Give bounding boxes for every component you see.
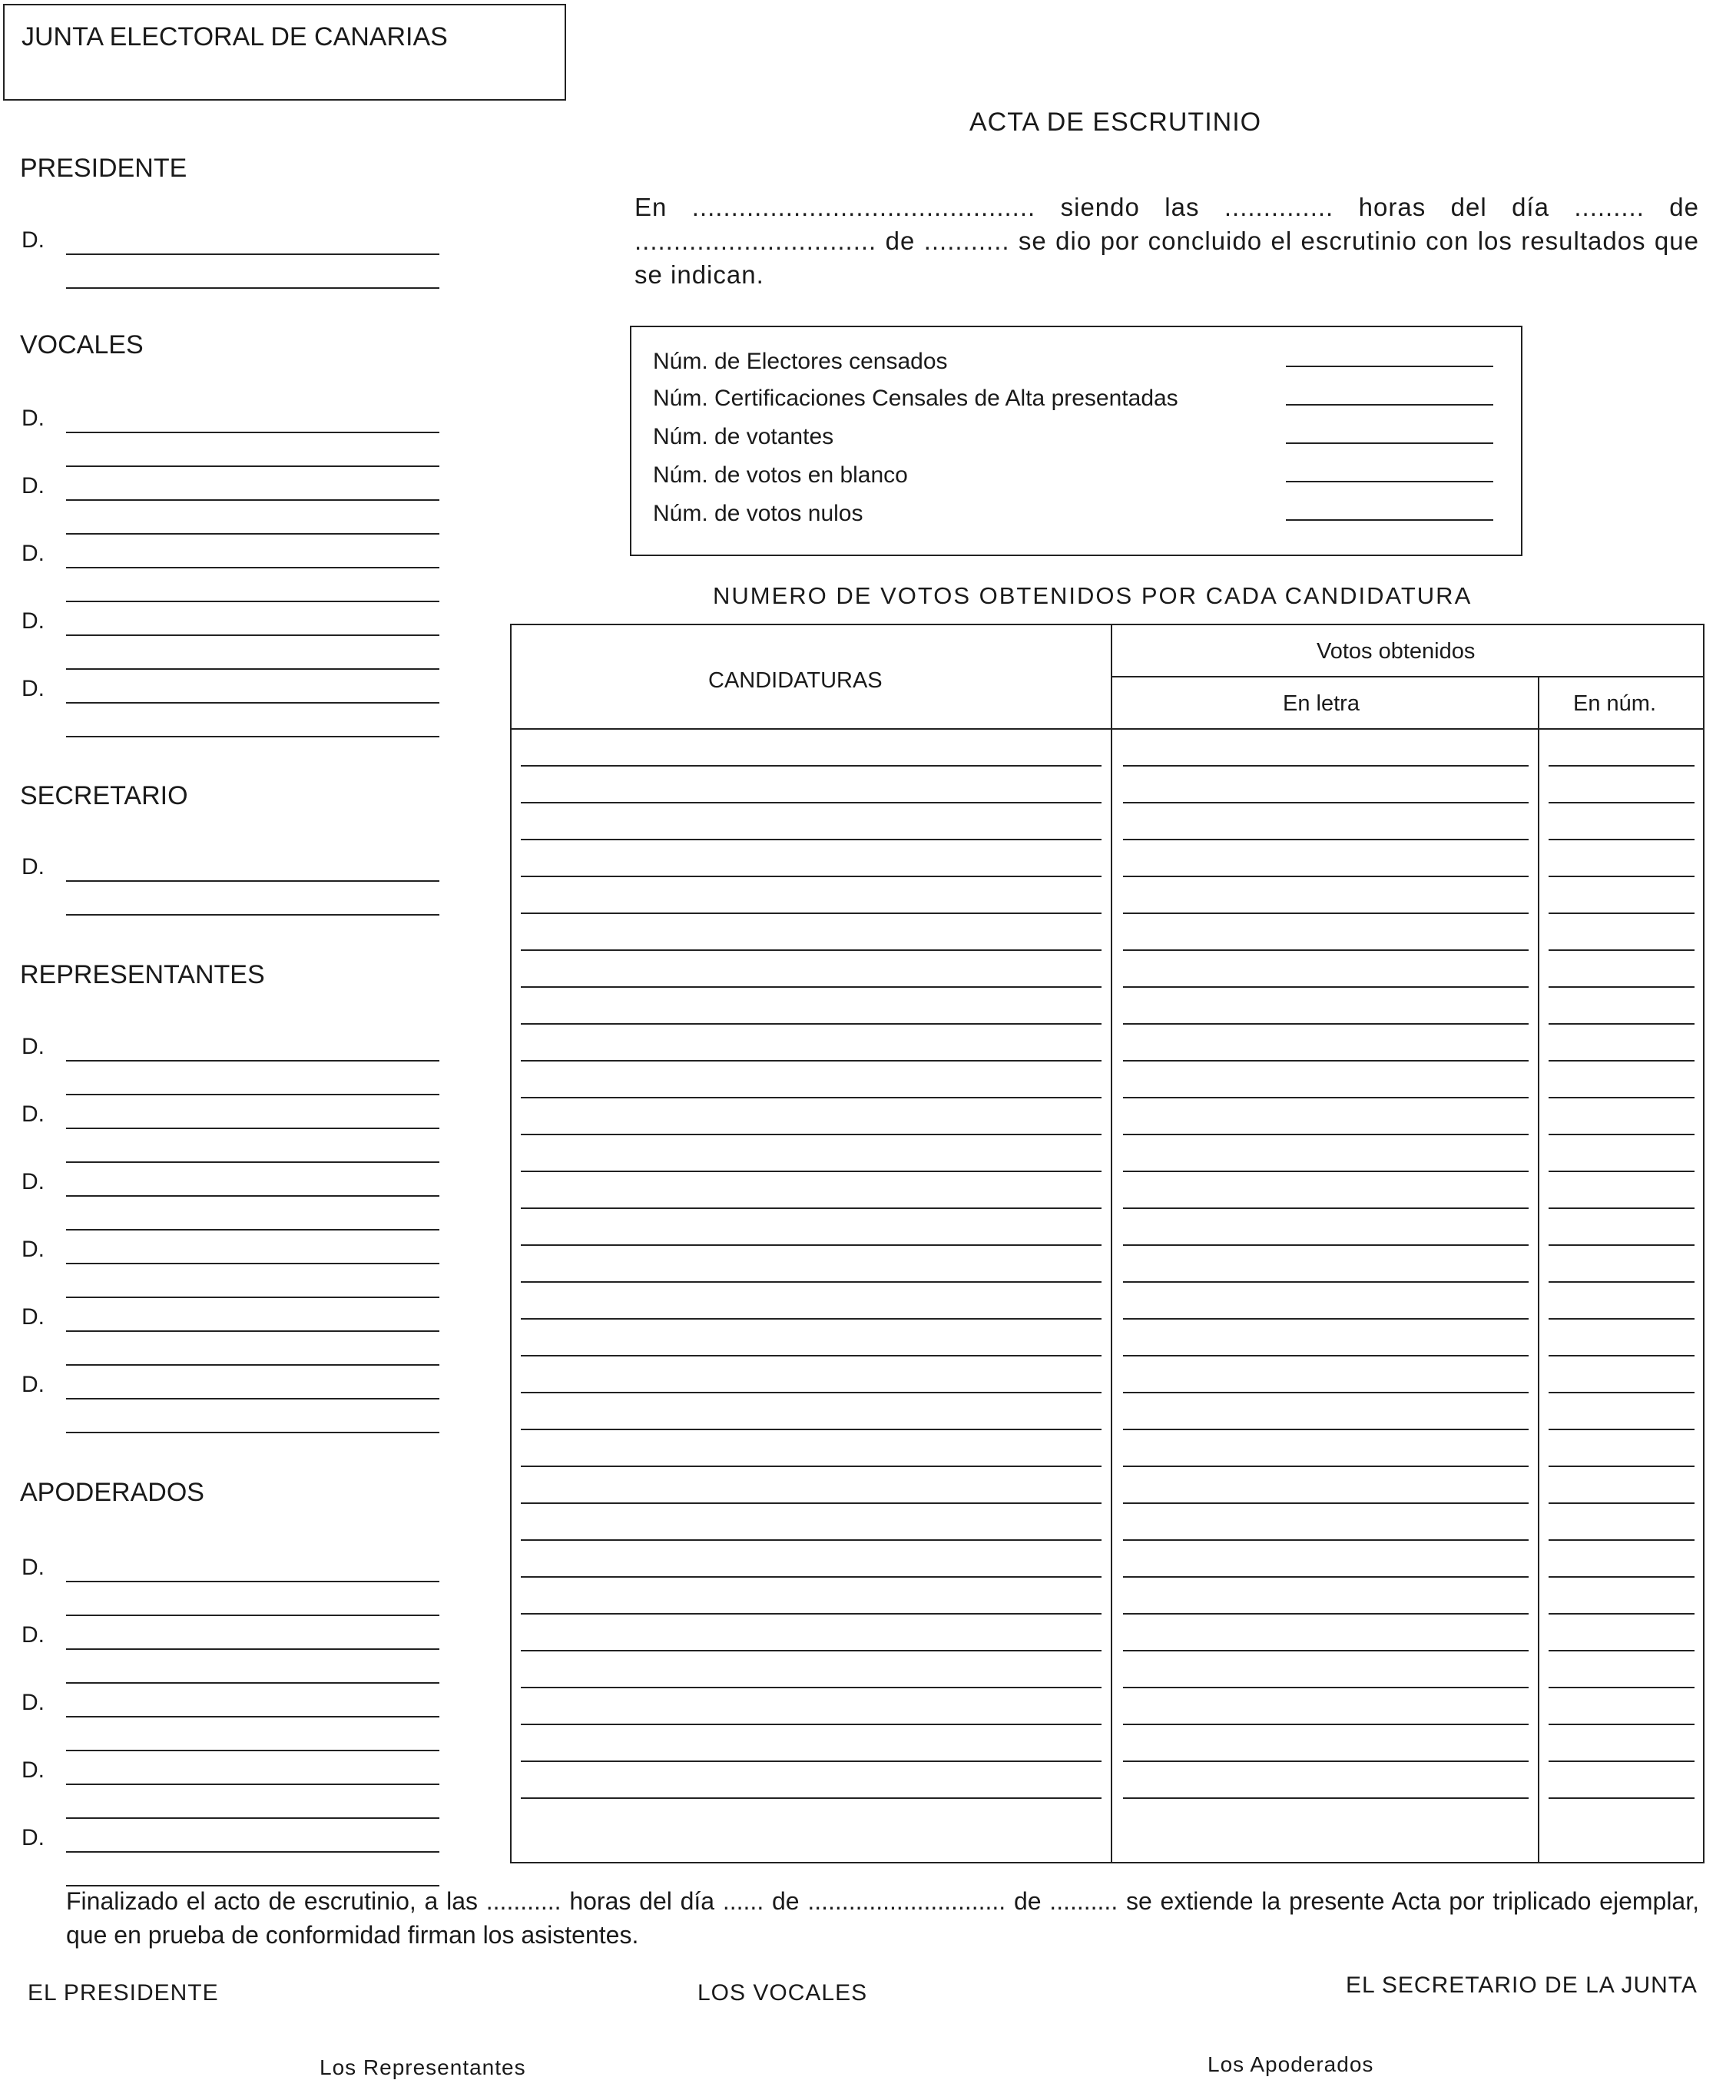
name-line[interactable] [66,1263,439,1264]
row-line-en-letra[interactable] [1123,1355,1529,1356]
row-line-candidatura[interactable] [521,876,1102,877]
row-line-en-letra[interactable] [1123,986,1529,988]
row-line-candidatura[interactable] [521,1613,1102,1615]
row-line-en-num[interactable] [1549,1797,1695,1799]
d-prefix-label: D. [22,406,45,431]
d-prefix-label: D. [22,473,45,499]
row-line-en-letra[interactable] [1123,765,1529,767]
row-line-en-num[interactable] [1549,1281,1695,1283]
row-line-en-letra[interactable] [1123,1539,1529,1541]
candidaturas-table [510,624,1705,1863]
name-line[interactable] [66,1330,439,1332]
column-divider-1 [1111,625,1112,1862]
name-line-second[interactable] [66,1229,439,1231]
section-vocales: VOCALES [20,330,144,359]
name-line-second[interactable] [66,668,439,670]
name-line-second[interactable] [66,287,439,289]
row-line-en-letra[interactable] [1123,1171,1529,1172]
header-split-line [1111,676,1703,677]
name-line[interactable] [66,702,439,704]
row-line-candidatura[interactable] [521,1797,1102,1799]
d-prefix-label: D. [22,1622,45,1648]
d-prefix-label: D. [22,541,45,566]
signature-vocales: LOS VOCALES [697,1980,868,2006]
section-secretario: SECRETARIO [20,781,188,810]
row-line-candidatura[interactable] [521,1466,1102,1467]
document-title: ACTA DE ESCRUTINIO [969,108,1262,137]
name-line-second[interactable] [66,1817,439,1819]
row-line-candidatura[interactable] [521,1134,1102,1135]
name-line[interactable] [66,1716,439,1717]
institution-name: JUNTA ELECTORAL DE CANARIAS [22,22,448,51]
row-line-en-num[interactable] [1549,876,1695,877]
row-line-en-num[interactable] [1549,1355,1695,1356]
row-line-candidatura[interactable] [521,1097,1102,1098]
row-line-candidatura[interactable] [521,1207,1102,1209]
row-line-en-letra[interactable] [1123,1134,1529,1135]
row-line-candidatura[interactable] [521,1687,1102,1688]
stat-blanco-field[interactable] [1286,481,1493,482]
row-line-candidatura[interactable] [521,1576,1102,1578]
name-line[interactable] [66,1060,439,1062]
closing-paragraph: Finalizado el acto de escrutinio, a las ........... horas del día ...... de ............................. de .......... se extiende la presente Acta por triplicado ejemplar, que en prueba de conformidad firman los asistentes. [66,1887,1699,1949]
d-prefix-label: D. [22,1034,45,1059]
d-prefix-label: D. [22,1101,45,1127]
name-line[interactable] [66,1851,439,1853]
row-line-en-num[interactable] [1549,1318,1695,1320]
row-line-en-num[interactable] [1549,913,1695,914]
row-line-en-num[interactable] [1549,986,1695,988]
row-line-en-letra[interactable] [1123,949,1529,951]
name-line-second[interactable] [66,1750,439,1751]
row-line-en-num[interactable] [1549,949,1695,951]
stat-votantes-label: Núm. de votantes [653,424,834,449]
row-line-en-num[interactable] [1549,1023,1695,1025]
row-line-candidatura[interactable] [521,1429,1102,1430]
section-apoderados: APODERADOS [20,1478,204,1507]
column-divider-2 [1538,677,1539,1862]
row-line-en-letra[interactable] [1123,1797,1529,1799]
row-line-en-letra[interactable] [1123,1244,1529,1246]
row-line-candidatura[interactable] [521,949,1102,951]
stat-nulos-label: Núm. de votos nulos [653,501,863,526]
name-line-second[interactable] [66,601,439,602]
row-line-en-num[interactable] [1549,839,1695,840]
row-line-en-letra[interactable] [1123,913,1529,914]
name-line[interactable] [66,499,439,501]
row-line-en-num[interactable] [1549,1097,1695,1098]
row-line-en-letra[interactable] [1123,1097,1529,1098]
row-line-candidatura[interactable] [521,1023,1102,1025]
row-line-en-num[interactable] [1549,1134,1695,1135]
d-prefix-label: D. [22,608,45,634]
name-line-second[interactable] [66,1432,439,1433]
row-line-en-num[interactable] [1549,1687,1695,1688]
row-line-en-letra[interactable] [1123,1650,1529,1651]
name-line-second[interactable] [66,736,439,737]
stat-votantes-field[interactable] [1286,442,1493,444]
row-line-candidatura[interactable] [521,839,1102,840]
stat-electores-field[interactable] [1286,366,1493,367]
name-line[interactable] [66,1398,439,1399]
row-line-en-letra[interactable] [1123,1613,1529,1615]
row-line-en-num[interactable] [1549,1207,1695,1209]
row-line-en-letra[interactable] [1123,1429,1529,1430]
row-line-candidatura[interactable] [521,1281,1102,1283]
row-line-candidatura[interactable] [521,1392,1102,1393]
d-prefix-label: D. [22,1757,45,1783]
row-line-en-letra[interactable] [1123,1281,1529,1283]
name-line[interactable] [66,880,439,882]
d-prefix-label: D. [22,1372,45,1397]
results-summary-box [630,326,1522,556]
name-line[interactable] [66,1128,439,1129]
row-line-en-num[interactable] [1549,1060,1695,1062]
row-line-en-num[interactable] [1549,1613,1695,1615]
row-line-candidatura[interactable] [521,1760,1102,1762]
row-line-en-num[interactable] [1549,1244,1695,1246]
row-line-en-num[interactable] [1549,1502,1695,1504]
row-line-candidatura[interactable] [521,1724,1102,1725]
row-line-en-letra[interactable] [1123,1060,1529,1062]
d-prefix-label: D. [22,676,45,701]
header-en-num: En núm. [1573,691,1656,716]
header-candidaturas: CANDIDATURAS [708,668,883,693]
name-line-second[interactable] [66,1094,439,1095]
row-line-en-letra[interactable] [1123,1207,1529,1209]
name-line-second[interactable] [66,914,439,916]
stat-nulos-field[interactable] [1286,519,1493,521]
row-line-en-num[interactable] [1549,1171,1695,1172]
name-line-second[interactable] [66,533,439,535]
d-prefix-label: D. [22,1304,45,1330]
section-representantes: REPRESENTANTES [20,960,265,989]
name-line-second[interactable] [66,1615,439,1616]
table-title: NUMERO DE VOTOS OBTENIDOS POR CADA CANDIDATURA [713,582,1473,609]
signature-representantes: Los Representantes [320,2055,526,2079]
header-box [3,4,566,101]
header-votos-obtenidos: Votos obtenidos [1317,639,1476,664]
row-line-en-letra[interactable] [1123,1724,1529,1725]
d-prefix-label: D. [22,1555,45,1580]
row-line-candidatura[interactable] [521,1244,1102,1246]
row-line-candidatura[interactable] [521,1171,1102,1172]
row-line-candidatura[interactable] [521,1539,1102,1541]
d-prefix-label: D. [22,1825,45,1850]
name-line[interactable] [66,253,439,255]
d-prefix-label: D. [22,1690,45,1715]
name-line[interactable] [66,1648,439,1650]
d-prefix-label: D. [22,1169,45,1194]
section-presidente: PRESIDENTE [20,154,187,183]
row-line-en-letra[interactable] [1123,1760,1529,1762]
row-line-en-num[interactable] [1549,1392,1695,1393]
name-line[interactable] [66,634,439,636]
d-prefix-label: D. [22,227,45,253]
name-line[interactable] [66,567,439,568]
row-line-en-num[interactable] [1549,1650,1695,1651]
header-bottom-line [512,728,1703,730]
row-line-en-num[interactable] [1549,1576,1695,1578]
name-line[interactable] [66,432,439,433]
row-line-en-num[interactable] [1549,1724,1695,1725]
row-line-candidatura[interactable] [521,1502,1102,1504]
name-line-second[interactable] [66,1682,439,1684]
intro-paragraph: En ............................................ siendo las .............. horas del día ......... de ............................... de ........... se dio por concluido el escrutinio con los resultados que se indican. [634,193,1699,289]
row-line-candidatura[interactable] [521,802,1102,803]
row-line-en-letra[interactable] [1123,802,1529,803]
signature-apoderados: Los Apoderados [1208,2052,1374,2076]
signature-secretario: EL SECRETARIO DE LA JUNTA [1346,1972,1698,1998]
row-line-en-letra[interactable] [1123,1687,1529,1688]
row-line-candidatura[interactable] [521,1650,1102,1651]
row-line-candidatura[interactable] [521,1355,1102,1356]
d-prefix-label: D. [22,1237,45,1262]
row-line-en-num[interactable] [1549,1760,1695,1762]
row-line-candidatura[interactable] [521,913,1102,914]
name-line-second[interactable] [66,1297,439,1298]
row-line-en-letra[interactable] [1123,1318,1529,1320]
header-en-letra: En letra [1283,691,1360,716]
row-line-en-letra[interactable] [1123,1576,1529,1578]
row-line-en-letra[interactable] [1123,876,1529,877]
d-prefix-label: D. [22,854,45,879]
stat-electores-label: Núm. de Electores censados [653,349,948,374]
name-line[interactable] [66,1195,439,1197]
row-line-en-num[interactable] [1549,1429,1695,1430]
row-line-en-letra[interactable] [1123,1023,1529,1025]
stat-certificaciones-label: Núm. Certificaciones Censales de Alta presentadas [653,386,1178,411]
row-line-candidatura[interactable] [521,765,1102,767]
row-line-candidatura[interactable] [521,1060,1102,1062]
name-line[interactable] [66,1581,439,1582]
stat-certificaciones-field[interactable] [1286,404,1493,406]
signature-presidente: EL PRESIDENTE [28,1980,219,2006]
name-line[interactable] [66,1784,439,1785]
row-line-en-num[interactable] [1549,765,1695,767]
row-line-en-letra[interactable] [1123,839,1529,840]
name-line-second[interactable] [66,1364,439,1366]
row-line-en-letra[interactable] [1123,1466,1529,1467]
name-line-second[interactable] [66,465,439,467]
name-line-second[interactable] [66,1161,439,1163]
row-line-en-letra[interactable] [1123,1392,1529,1393]
row-line-en-num[interactable] [1549,1466,1695,1467]
row-line-en-num[interactable] [1549,1539,1695,1541]
row-line-candidatura[interactable] [521,986,1102,988]
row-line-en-letra[interactable] [1123,1502,1529,1504]
row-line-en-num[interactable] [1549,802,1695,803]
row-line-candidatura[interactable] [521,1318,1102,1320]
stat-blanco-label: Núm. de votos en blanco [653,462,908,488]
